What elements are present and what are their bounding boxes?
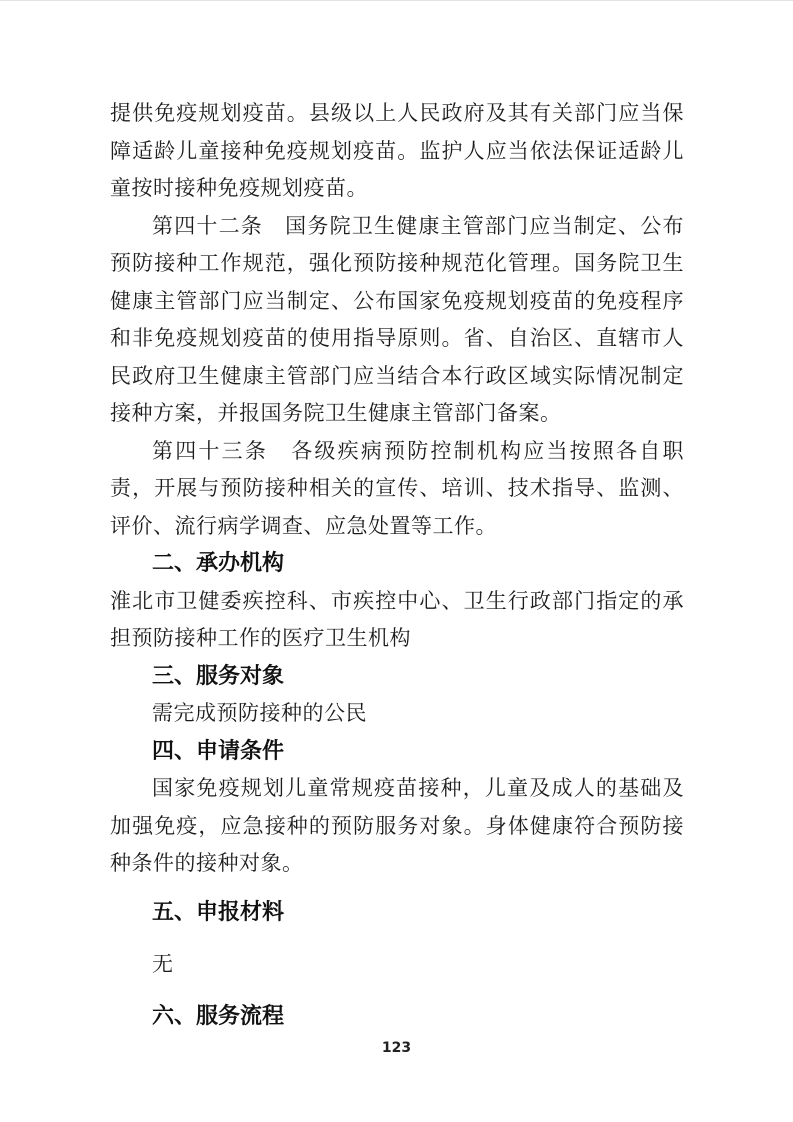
heading-section-5-application-materials: 五、申报材料 (152, 899, 285, 925)
heading-section-6-service-process: 六、服务流程 (152, 1003, 285, 1029)
document-body (110, 95, 684, 1039)
page-footer (0, 1037, 793, 1056)
heading-section-4-application-conditions: 四、申请条件 (152, 738, 285, 764)
paragraph-article-43: 第四十三条 各级疾病预防控制机构应当按照各自职责，开展与预防接种相关的宣传、培训、技术指导、监测、评价、流行病学调查、应急处置等工作。 (110, 438, 684, 538)
paragraph-continuation-vaccine-provision: 提供免疫规划疫苗。县级以上人民政府及其有关部门应当保障适龄儿童接种免疫规划疫苗。监护人应当依法保证适龄儿童按时接种免疫规划疫苗。 (110, 101, 684, 200)
heading-section-2-undertaking-agency: 二、承办机构 (152, 551, 285, 576)
paragraph-application-conditions: 国家免疫规划儿童常规疫苗接种，儿童及成人的基础及加强免疫，应急接种的预防服务对象。身体健康符合预防接种条件的接种对象。 (110, 776, 684, 875)
paragraph-undertaking-agency: 淮北市卫健委疾控科、市疾控中心、卫生行政部门指定的承担预防接种工作的医疗卫生机构 (110, 588, 684, 650)
paragraph-service-target: 需完成预防接种的公民 (152, 701, 367, 725)
page-number: 123 (381, 1040, 412, 1056)
heading-section-3-service-target: 三、服务对象 (152, 663, 285, 689)
paragraph-article-42: 第四十二条 国务院卫生健康主管部门应当制定、公布预防接种工作规范，强化预防接种规范化管理。国务院卫生健康主管部门应当制定、公布国家免疫规划疫苗的免疫程序和非免疫规划疫苗的使用指导原则。省、自治区、直辖市人民政府卫生健康主管部门应当结合本行政区域实际情况制定接种方案，并报国务院卫生健康主管部门备案。 (110, 213, 684, 425)
paragraph-application-materials-none: 无 (152, 951, 174, 976)
